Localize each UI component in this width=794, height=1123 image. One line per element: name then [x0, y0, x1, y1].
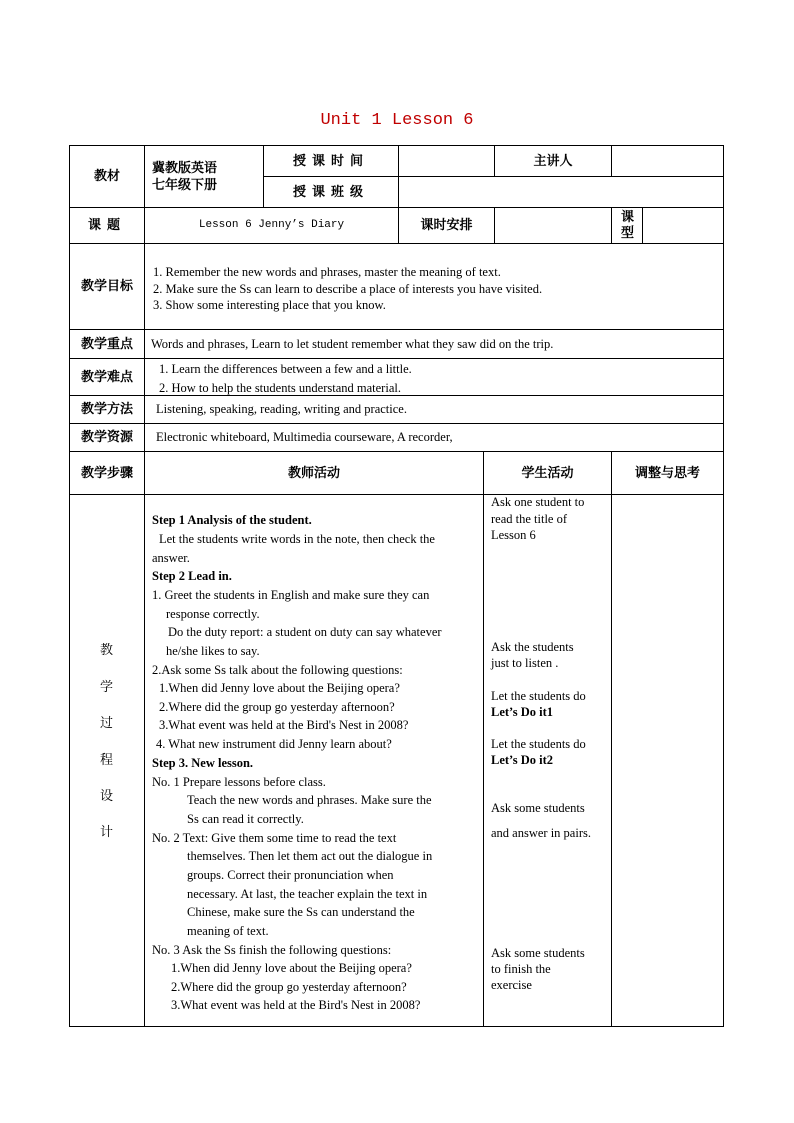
zhujiangren-label: 主讲人 — [533, 153, 573, 169]
no3-question-3: 3.What event was held at the Bird's Nest in 2008? — [171, 998, 421, 1012]
steps-col3-label: 学生活动 — [521, 465, 574, 481]
no2-line-2: themselves. Then let them act out the dialogue in — [187, 849, 433, 863]
student-a4-line-2: Let’s Do it2 — [491, 753, 554, 767]
step2-title: Step 2 Lead in. — [152, 569, 232, 583]
student-a1-line-1: Ask one student to — [491, 495, 585, 509]
step1-line-2: answer. — [152, 551, 190, 565]
step2-question-3: 3.What event was held at the Bird's Nest in 2008? — [159, 718, 409, 732]
fangfa-label-cell — [69, 395, 145, 424]
step1-title: Step 1 Analysis of the student. — [152, 513, 312, 527]
no3-question-1: 1.When did Jenny love about the Beijing opera? — [171, 961, 412, 975]
keshi-anpai-value — [494, 207, 612, 244]
step2-line-1: 1. Greet the students in English and make sure they can — [152, 588, 430, 602]
step2-line-3: Do the duty report: a student on duty can say whatever — [168, 625, 442, 639]
keti-label: 课题 — [87, 218, 126, 233]
student-a2-line-2: just to listen . — [491, 656, 559, 670]
nandian-line-2: 2. How to help the students understand material. — [159, 381, 401, 395]
ziyuan-label-cell — [69, 423, 145, 452]
no1-line-3: Ss can read it correctly. — [187, 812, 304, 826]
step2-question-2: 2.Where did the group go yesterday afternoon? — [159, 700, 395, 714]
zhongdian-label-cell — [69, 329, 145, 359]
ziyuan-content — [144, 423, 724, 452]
mubiao-label-cell — [69, 243, 145, 330]
no3-line-1: No. 3 Ask the Ss finish the following questions: — [152, 943, 392, 957]
steps-col4-header — [611, 451, 724, 495]
step2-question-4: 4. What new instrument did Jenny learn about? — [156, 737, 392, 751]
keshi-anpai-label: 课时安排 — [420, 218, 473, 233]
steps-col4-label: 调整与思考 — [634, 465, 700, 481]
student-a1-line-2: read the title of — [491, 512, 568, 526]
process-char-5: 设 — [100, 789, 114, 804]
no2-line-4: necessary. At last, the teacher explain the text in — [187, 887, 428, 901]
nandian-line-1: 1. Learn the differences between a few and a little. — [159, 362, 412, 376]
student-a6-line-3: exercise — [491, 978, 532, 992]
steps-col1-label: 教学步骤 — [80, 465, 133, 481]
step2-question-1: 1.When did Jenny love about the Beijing opera? — [159, 681, 400, 695]
keti-label-cell — [69, 207, 145, 244]
jiaocai-line2: 七年级下册 — [152, 178, 218, 193]
step1-line-1: Let the students write words in the note, then check the — [159, 532, 435, 546]
process-char-1: 教 — [100, 643, 114, 658]
jiaocai-label-cell — [69, 145, 145, 208]
process-label-cell — [69, 494, 145, 1027]
jiaocai-line1: 冀教版英语 — [152, 161, 218, 176]
mubiao-content — [144, 243, 724, 330]
fangfa-content — [144, 395, 724, 424]
kexing-char2: 型 — [621, 226, 635, 241]
shouke-shijian-value — [398, 145, 495, 177]
keti-value: Lesson 6 Jenny’s Diary — [198, 219, 345, 231]
ziyuan-text: Electronic whiteboard, Multimedia courseware, A recorder, — [156, 430, 453, 444]
no1-line-1: No. 1 Prepare lessons before class. — [152, 775, 326, 789]
fangfa-label: 教学方法 — [80, 402, 133, 417]
keti-value-cell — [144, 207, 399, 244]
step2-line-5: 2.Ask some Ss talk about the following questions: — [152, 663, 403, 677]
steps-col2-label: 教师活动 — [287, 465, 340, 481]
shouke-banji-label: 授课班级 — [292, 184, 369, 200]
steps-col1-header — [69, 451, 145, 495]
process-char-4: 程 — [100, 753, 114, 768]
fangfa-text: Listening, speaking, reading, writing and practice. — [156, 402, 407, 416]
shouke-banji-cell — [263, 176, 399, 208]
no2-line-1: No. 2 Text: Give them some time to read the text — [152, 831, 397, 845]
steps-col3-header — [483, 451, 612, 495]
shouke-shijian-cell — [263, 145, 399, 177]
process-char-2: 学 — [100, 680, 114, 695]
student-a2-line-1: Ask the students — [491, 640, 574, 654]
no2-line-5: Chinese, make sure the Ss can understand the — [187, 905, 415, 919]
nandian-label-cell — [69, 358, 145, 396]
jiaocai-value-cell — [144, 145, 264, 208]
no2-line-3: groups. Correct their pronunciation when — [187, 868, 394, 882]
zhujiangren-value — [611, 145, 724, 177]
no3-question-2: 2.Where did the group go yesterday afternoon? — [171, 980, 407, 994]
student-a4-line-1: Let the students do — [491, 737, 586, 751]
mubiao-line-1: 1. Remember the new words and phrases, master the meaning of text. — [153, 265, 501, 279]
step2-line-2: response correctly. — [166, 607, 260, 621]
no1-line-2: Teach the new words and phrases. Make sure the — [187, 793, 432, 807]
jiaocai-label: 教材 — [93, 169, 120, 184]
step2-line-4: he/she likes to say. — [166, 644, 260, 658]
student-a3-line-1: Let the students do — [491, 689, 586, 703]
zhongdian-content — [144, 329, 724, 359]
mubiao-label: 教学目标 — [80, 279, 133, 294]
shouke-shijian-label: 授课时间 — [292, 153, 369, 169]
kexing-cell — [611, 207, 643, 244]
step3-title: Step 3. New lesson. — [152, 756, 254, 770]
process-char-3: 过 — [100, 716, 114, 731]
zhujiangren-cell — [494, 145, 612, 177]
zhongdian-text: Words and phrases, Learn to let student remember what they saw did on the trip. — [151, 336, 554, 351]
ziyuan-label: 教学资源 — [80, 430, 133, 445]
kexing-value — [642, 207, 724, 244]
nandian-content — [144, 358, 724, 396]
process-char-6: 计 — [100, 825, 114, 840]
page-title: Unit 1 Lesson 6 — [320, 111, 474, 130]
student-a1-line-3: Lesson 6 — [491, 528, 536, 542]
adjust-reflect-cell — [611, 494, 724, 1027]
kexing-char1: 课 — [621, 210, 635, 225]
mubiao-line-2: 2. Make sure the Ss can learn to describe a place of interests you have visited. — [153, 281, 543, 296]
mubiao-line-3: 3. Show some interesting place that you know. — [153, 298, 386, 312]
student-a5-line-1: Ask some students — [491, 801, 585, 815]
student-a3-line-2: Let’s Do it1 — [491, 705, 554, 719]
student-a6-line-2: to finish the — [491, 962, 551, 976]
keshi-anpai-cell — [398, 207, 495, 244]
zhongdian-label: 教学重点 — [80, 336, 133, 352]
student-a6-line-1: Ask some students — [491, 946, 585, 960]
nandian-label: 教学难点 — [80, 369, 133, 385]
steps-col2-header — [144, 451, 484, 495]
student-a5-line-2: and answer in pairs. — [491, 826, 591, 840]
shouke-banji-value — [398, 176, 724, 208]
no2-line-6: meaning of text. — [187, 924, 269, 938]
